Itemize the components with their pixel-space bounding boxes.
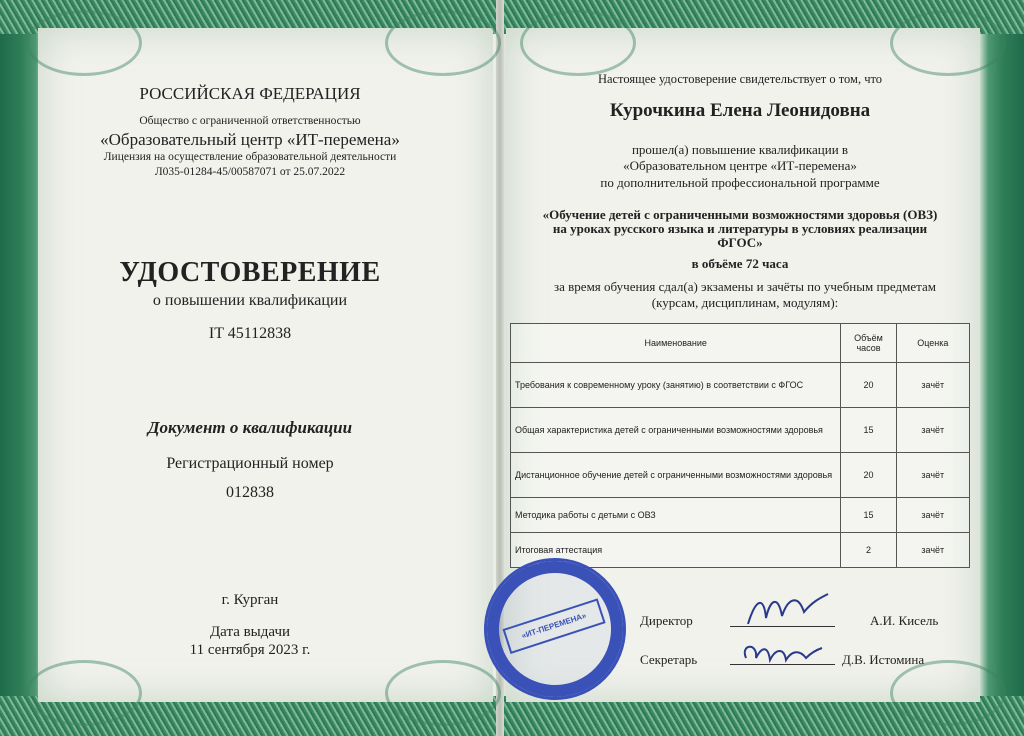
corner-ornament [520,10,636,76]
secretary-label: Секретарь [640,652,698,667]
subjects-table [510,323,970,568]
table-row [511,453,970,498]
corner-ornament [26,10,142,76]
director-signature [742,588,832,632]
subject-hours: 15 [841,408,896,453]
director-name: А.И. Кисель [870,613,939,628]
program-title-line: «Обучение детей с ограниченными возможностями здоровья (ОВЗ) [542,207,938,222]
col-hours-header-line: часов [856,343,881,353]
subject-grade: зачёт [896,408,969,453]
corner-ornament [385,10,501,76]
registration-label: Регистрационный номер [166,455,334,472]
org-type: Общество с ограниченной ответственностью [139,115,361,127]
corner-ornament [26,660,142,726]
intro-text: Настоящее удостоверение свидетельствует о том, что [597,72,883,86]
corner-ornament [890,10,1006,76]
issue-city: г. Курган [221,592,279,608]
subject-name: Требования к современному уроку (занятию) в соответствии с ФГОС [511,363,841,408]
table-row [511,498,970,533]
subject-hours: 20 [841,363,896,408]
program-hours: в объёме 72 часа [691,256,789,271]
corner-ornament [385,660,501,726]
subject-name: Дистанционное обучение детей с ограниченными возможностями здоровья [511,453,841,498]
document-subtitle: о повышении квалификации [152,292,348,309]
col-hours-header [841,324,896,363]
subject-name: Методика работы с детьми с ОВЗ [511,498,841,533]
country-heading: РОССИЙСКАЯ ФЕДЕРАЦИЯ [139,84,361,103]
subject-hours: 2 [841,533,896,568]
document-title: УДОСТОВЕРЕНИЕ [119,257,381,288]
org-name: «Образовательный центр «ИТ-перемена» [100,130,400,149]
table-row [511,408,970,453]
col-grade-header: Оценка [896,324,969,363]
subject-grade: зачёт [896,453,969,498]
certificate-number: IT 45112838 [208,325,292,342]
table-row [511,363,970,408]
license-number: Л035-01284-45/00587071 от 25.07.2022 [154,166,346,178]
exams-text: за время обучения сдал(а) экзамены и зачёты по учебным предметам [554,279,936,294]
subject-name: Итоговая аттестация [511,533,841,568]
issue-date-label: Дата выдачи [209,624,291,640]
ornamental-border-bottom [0,696,1024,736]
statement-line: прошел(а) повышение квалификации в [631,142,849,157]
subject-hours: 20 [841,453,896,498]
subject-name: Общая характеристика детей с ограниченными возможностями здоровья [511,408,841,453]
col-name-header: Наименование [511,324,841,363]
secretary-signature [736,636,826,672]
director-label: Директор [640,613,693,628]
holder-name: Курочкина Елена Леонидовна [609,100,871,121]
subject-grade: зачёт [896,498,969,533]
program-title [510,208,970,250]
subject-grade: зачёт [896,533,969,568]
table-header-row [511,324,970,363]
subject-grade: зачёт [896,363,969,408]
subject-hours: 15 [841,498,896,533]
stamp-text: «ИТ-ПЕРЕМЕНА» [503,598,606,654]
issue-date: 11 сентября 2023 г. [189,642,311,658]
statement-line: «Образовательном центре «ИТ-перемена» [623,158,857,173]
license-label: Лицензия на осуществление образовательной деятельности [103,151,397,163]
col-hours-header-line: Объём [854,333,883,343]
statement-line: по дополнительной профессиональной программе [600,175,880,190]
exams-text: (курсам, дисциплинам, модулям): [651,295,839,310]
corner-ornament [890,660,1006,726]
registration-number: 012838 [226,484,274,501]
document-type: Документ о квалификации [147,418,353,437]
program-title-line: на уроках русского языка и литературы в условиях реализации [552,221,928,236]
secretary-name: Д.В. Истомина [842,652,925,667]
program-title-line: ФГОС» [717,235,763,250]
